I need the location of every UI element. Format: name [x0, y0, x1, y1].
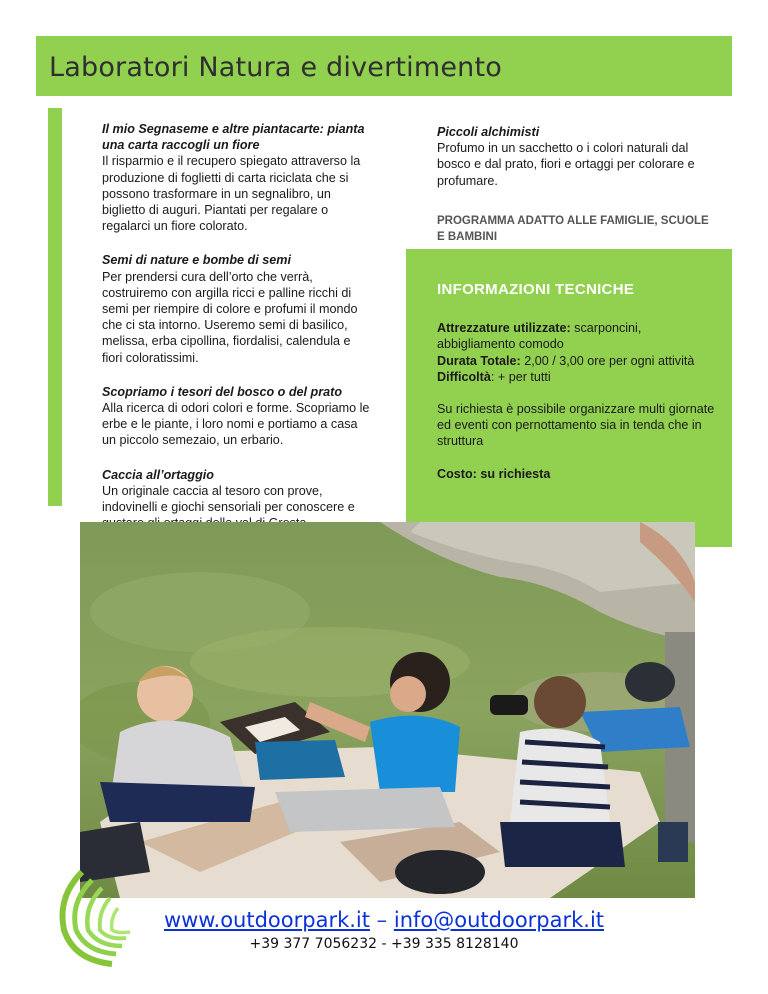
activity-title: Piccoli alchimisti — [437, 125, 540, 139]
activity-description: Profumo in un sacchetto o i colori naturali dal bosco e dal prato, fiori e ortaggi per colorare e profumare. — [437, 141, 695, 188]
equipment-label: Attrezzature utilizzate: — [437, 321, 571, 336]
info-title: INFORMAZIONI TECNICHE — [437, 281, 635, 298]
difficulty-value: : + per tutti — [490, 369, 551, 384]
website-link[interactable]: www.outdoorpark.it — [163, 908, 370, 932]
equipment-value: scarponcini, abbigliamento comodo — [437, 321, 642, 352]
cost-line: Costo: su richiesta — [437, 466, 551, 481]
children-outdoor-photo — [80, 522, 695, 898]
activity-title: Semi di nature e bombe di semi — [102, 253, 291, 268]
activity-description: Per prendersi cura dell’orto che verrà, costruiremo con argilla ricci e palline ricchi di semi per riempire di colore e profumi il mondo che ci sta intorno. Useremo semi di basilico, melissa, erba cipollina, fiordalisi, calendula e fiori coloratissimi. — [102, 269, 358, 365]
activity-description: Un originale caccia al tesoro con prove, indovinelli e giochi sensoriali per conoscere e — [102, 483, 355, 515]
program-audience: PROGRAMMA ADATTO ALLE FAMIGLIE, SCUOLE E BAMBINI — [437, 214, 709, 243]
activity-tesori — [102, 384, 370, 449]
link-separator: – — [370, 908, 394, 932]
activity-segnaseme — [102, 121, 370, 234]
activity-title: Caccia all’ortaggio — [102, 467, 214, 482]
activity-description: Alla ricerca di odori colori e forme. Scopriamo le erbe e le piante, i loro nomi e portiamo a casa un piccolo semezaio, un erbario. — [102, 401, 370, 448]
activity-description: Il risparmio e il recupero spiegato attraverso la produzione di foglietti di carta riciclata che si possono trasformare in un segnalibro, un biglietto di auguri. Piantati per regalare o regalarci un fiore colorato. — [102, 154, 361, 234]
technical-info-box — [406, 249, 732, 547]
left-accent-bar — [48, 108, 62, 506]
duration-label: Durata Totale: — [437, 353, 521, 368]
contact-links — [0, 908, 768, 932]
alchimisti-column — [437, 124, 709, 245]
duration-value: 2,00 / 3,00 ore per ogni attività — [520, 353, 695, 368]
info-note: Su richiesta è possibile organizzare multi giornate ed eventi con pernottamento sia in tenda che in struttura — [437, 402, 715, 449]
page-title: Laboratori Natura e divertimento — [49, 52, 502, 83]
phone-numbers: +39 377 7056232 - +39 335 8128140 — [249, 936, 519, 952]
difficulty-label: Difficoltà — [437, 369, 491, 384]
activities-column — [102, 121, 370, 549]
photo-illustration — [80, 522, 695, 898]
equipment-line — [437, 320, 717, 385]
activity-semi — [102, 252, 370, 365]
activity-title: Il mio Segnaseme e altre piantacarte: pianta una carta raccogli un fiore — [102, 122, 365, 153]
email-link[interactable]: info@outdoorpark.it — [393, 908, 605, 932]
activity-title: Scopriamo i tesori del bosco o del prato — [102, 384, 343, 399]
